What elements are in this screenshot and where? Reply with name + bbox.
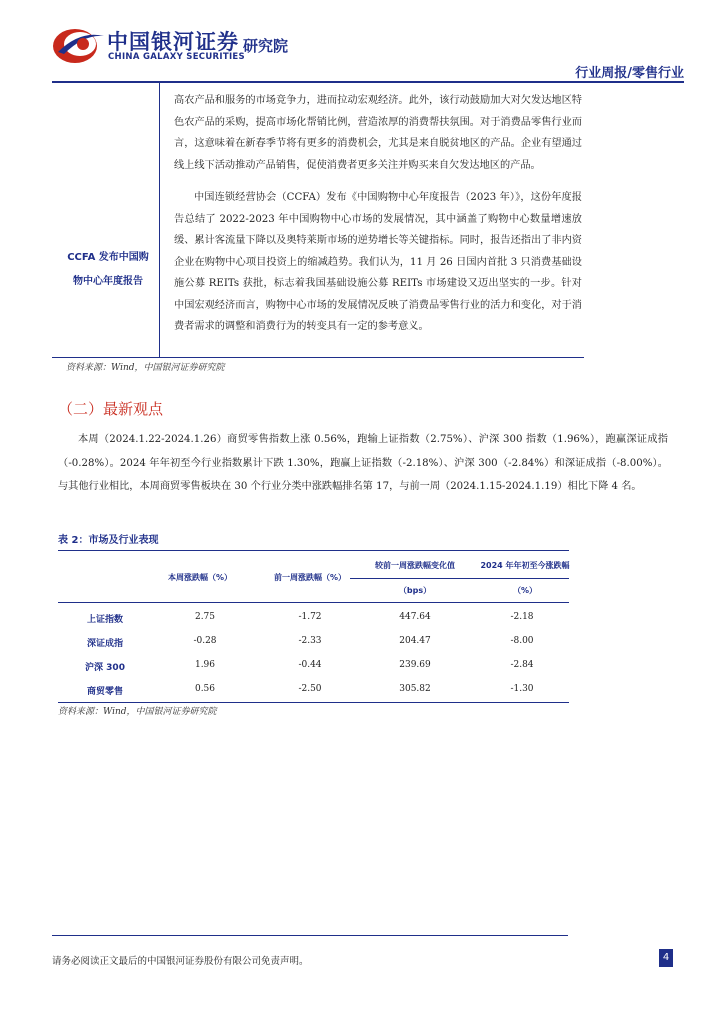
cell-value: 204.47 bbox=[399, 636, 431, 646]
galaxy-logo-icon bbox=[50, 22, 106, 68]
table-header-divider bbox=[350, 578, 569, 579]
cell-value: 1.96 bbox=[194, 660, 216, 670]
table-top-border bbox=[58, 550, 569, 551]
cell-value: -1.72 bbox=[298, 612, 322, 622]
cell-value: 2.75 bbox=[194, 612, 216, 622]
paragraph-ccfa-report: 中国连锁经营协会（CCFA）发布《中国购物中心年度报告（2023 年）》，这份年度报告总结了 2022-2023 年中国购物中心市场的发展情况，其中涵盖了购物中心数量增速放缓、累计客流量下降以及奥特莱斯市场的逆势增长等关键指标。同时，报告还指出了非内资企业在购物中心项目投资上的缩减趋势。我们认为，11 月 26 日国内首批 3 只消费基础设施公募 REITs 获批，标志着我国基础设施公募 REITs 市场建设又迈出坚实的一步。针对中国宏观经济而言，购物中心市场的发展情况反映了消费品零售行业的活力和变化，对于消费者需求的调整和消费行为的转变具有一定的参考意义。 bbox=[174, 192, 582, 332]
row-name: 上证指数 bbox=[86, 615, 123, 625]
header-col3-line2: （bps） bbox=[398, 586, 432, 595]
cell-value: -2.33 bbox=[298, 636, 322, 646]
page-number: 4 bbox=[659, 949, 673, 967]
row-name: 商贸零售 bbox=[86, 687, 123, 697]
cell-value: -1.30 bbox=[510, 684, 534, 694]
table-bottom-border bbox=[58, 702, 569, 703]
header-col3-line1: 较前一周涨跌幅变化值 bbox=[375, 561, 455, 570]
table-title: 表 2：市场及行业表现 bbox=[58, 535, 159, 546]
paragraph-rural-products: 高农产品和服务的市场竞争力，进而拉动宏观经济。此外，该行动鼓励加大对欠发达地区特色农产品的采购，提高市场化帮销比例，营造浓厚的消费帮扶氛围。对于消费品零售行业而言，这意味着在新春季节将有更多的消费机会，尤其是来自脱贫地区的产品。企业有望通过线上线下活动推动产品销售，促使消费者更多关注并购买来自欠发达地区的产品。 bbox=[174, 95, 582, 171]
cell-value: -0.28 bbox=[193, 636, 217, 646]
cell-value: -2.18 bbox=[510, 612, 534, 622]
header-col1: 本周涨跌幅（%） bbox=[167, 573, 232, 582]
cell-value: -8.00 bbox=[510, 636, 534, 646]
header-col2: 前一周涨跌幅（%） bbox=[273, 573, 346, 582]
row-name: 沪深 300 bbox=[85, 663, 125, 673]
source-note: 资料来源：Wind，中国银河证券研究院 bbox=[66, 363, 225, 373]
cell-value: 0.56 bbox=[194, 684, 216, 694]
disclaimer-text: 请务必阅读正文最后的中国银河证券股份有限公司免责声明。 bbox=[52, 956, 309, 967]
table-bottom-border bbox=[52, 357, 584, 358]
cell-value: -0.44 bbox=[298, 660, 322, 670]
section-title: （二）最新观点 bbox=[58, 400, 164, 418]
report-type: 行业周报/零售行业 bbox=[575, 66, 684, 81]
cell-value: -2.50 bbox=[298, 684, 322, 694]
footer-divider bbox=[52, 935, 568, 936]
section-body: 本周（2024.1.22-2024.1.26）商贸零售指数上涨 0.56%，跑输上证指数（2.75%）、沪深 300 指数（1.96%），跑赢深证成指（-0.28%）。2024 年年初至今行业指数累计下跌 1.30%，跑赢上证指数（-2.18%）、沪深 300（-2.84%）和深证成指（-8.00%）。与其他行业相比，本周商贸零售板块在 30 个行业分类中涨跌幅排名第 17，与前一周（2024.1.15-2024.1.19）相比下降 4 名。 bbox=[58, 434, 668, 492]
table-header-bottom bbox=[58, 602, 569, 603]
cell-value: 447.64 bbox=[399, 612, 431, 622]
row-label-ccfa: CCFA 发布中国购 物中心年度报告 bbox=[67, 252, 149, 287]
source-note: 资料来源：Wind，中国银河证券研究院 bbox=[58, 707, 217, 717]
cell-value: -2.84 bbox=[510, 660, 534, 670]
table-column-divider bbox=[159, 83, 160, 357]
header-divider bbox=[52, 81, 684, 83]
cell-value: 239.69 bbox=[399, 660, 431, 670]
row-name: 深证成指 bbox=[86, 639, 123, 649]
header-col4-line2: （%） bbox=[512, 586, 537, 595]
institute-label: 研究院 bbox=[243, 37, 289, 55]
logo-name-en: CHINA GALAXY SECURITIES bbox=[108, 52, 245, 62]
header-col4-line1: 2024 年年初至今涨跌幅 bbox=[480, 561, 570, 570]
cell-value: 305.82 bbox=[399, 684, 431, 694]
logo-name-cn: 中国银河证券 bbox=[107, 30, 239, 54]
